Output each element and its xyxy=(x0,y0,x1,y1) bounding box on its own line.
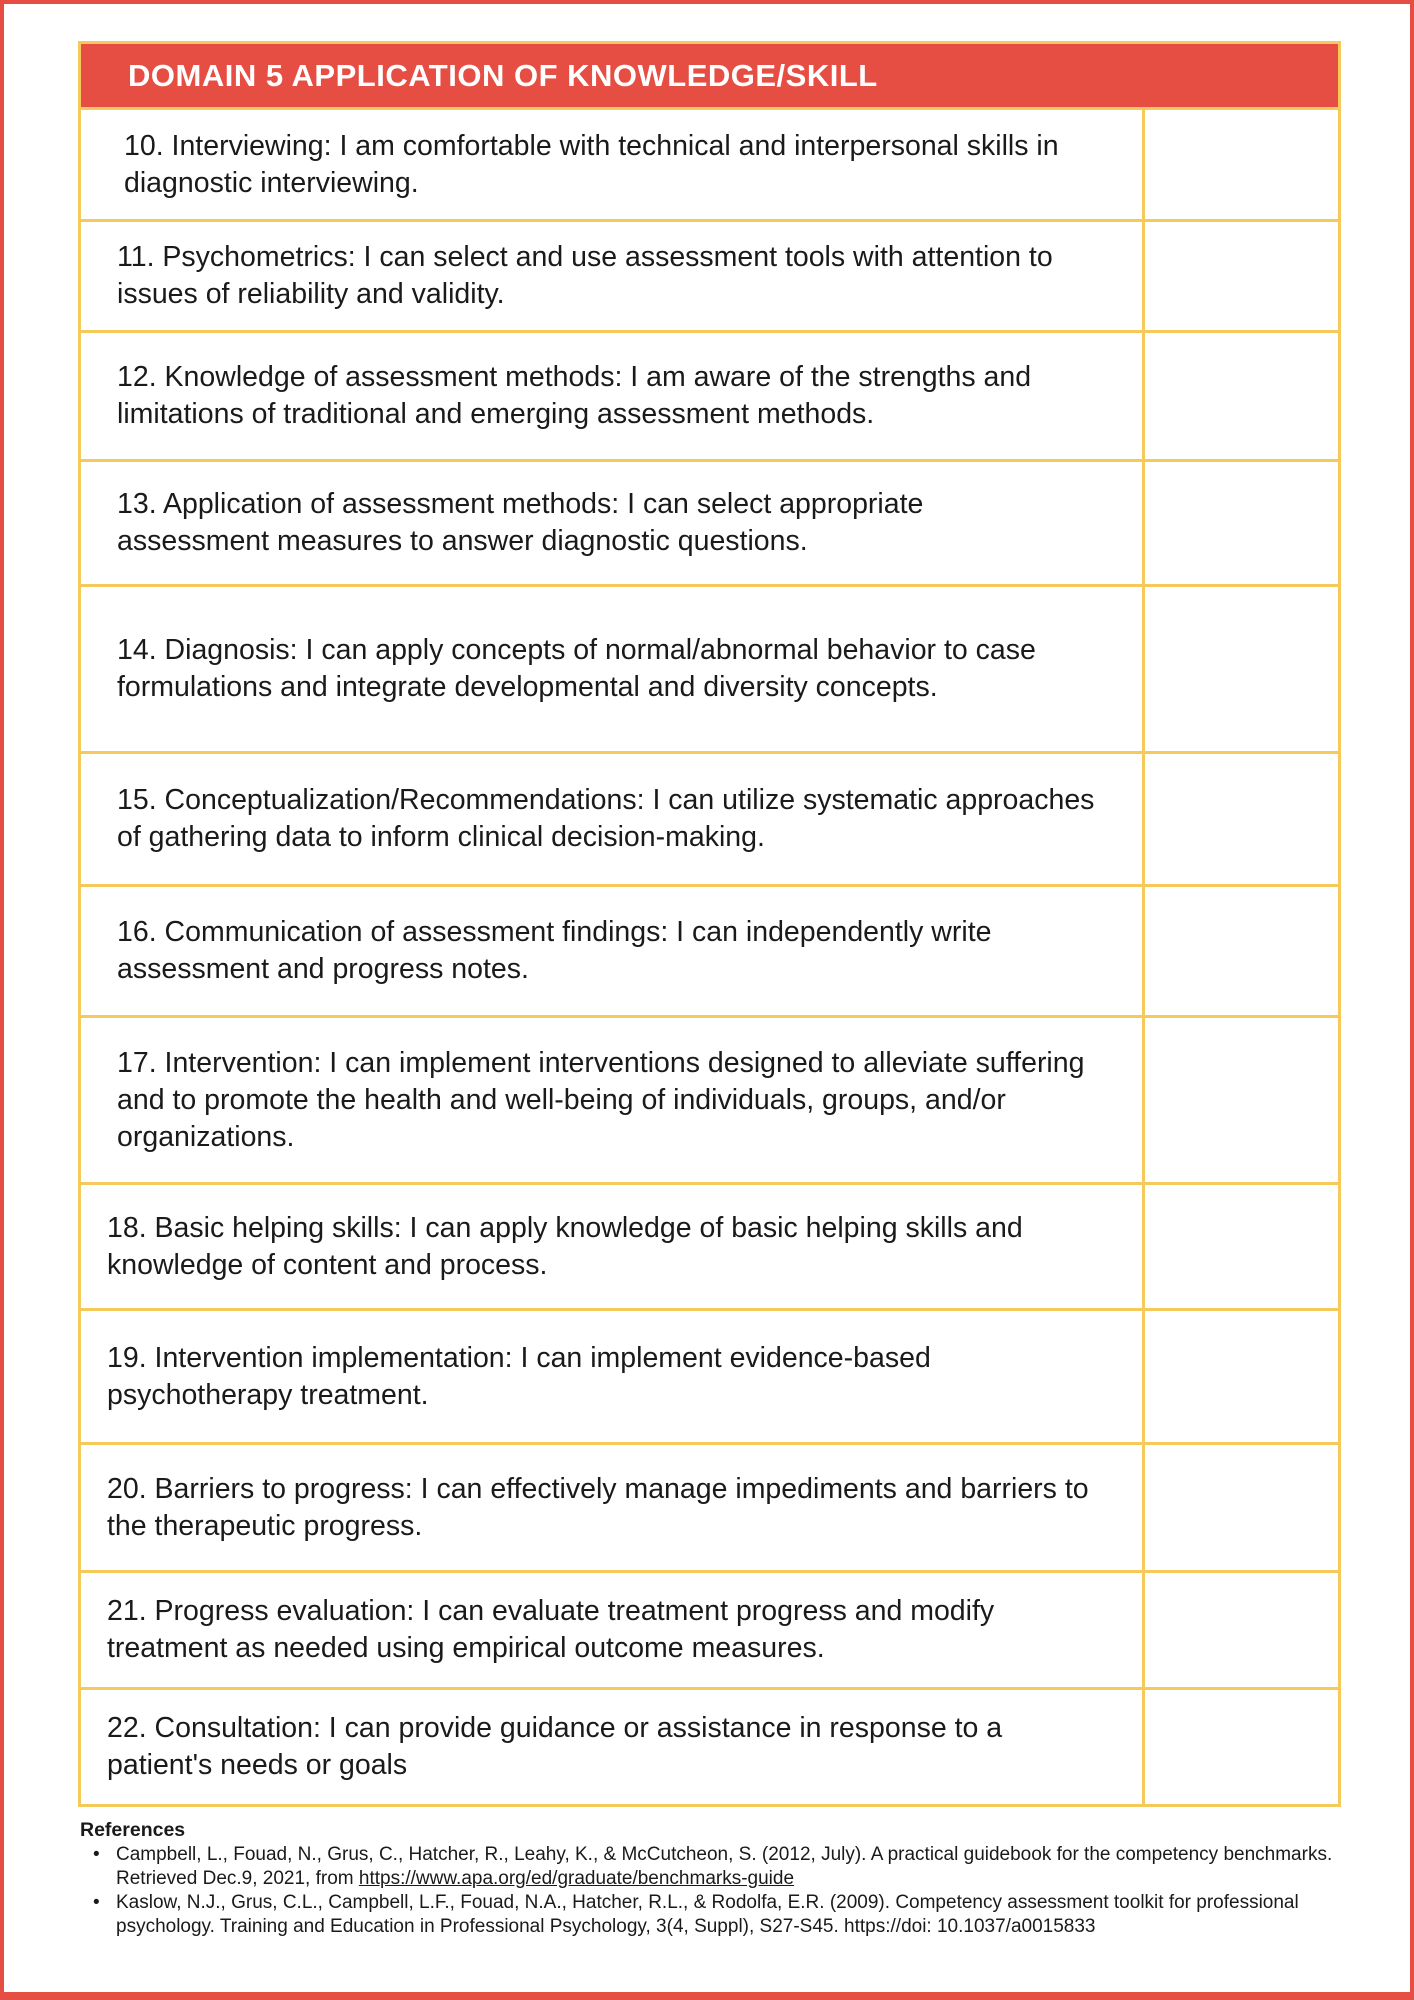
reference-text: Kaslow, N.J., Grus, C.L., Campbell, L.F., Fouad, N.A., Hatcher, R.L., & Rodolfa, E.R. (2009). Competency assessment toolkit for professional psychology. Training and Education in Professional Psychology, 3(4, Suppl), S27-S45. https://doi: 10.1037/a0015833 xyxy=(116,1892,1299,1937)
table-row xyxy=(81,333,1338,462)
rating-cell[interactable] xyxy=(1145,587,1338,751)
domain-header: DOMAIN 5 APPLICATION OF KNOWLEDGE/SKILL xyxy=(81,44,1338,110)
item-text: 22. Consultation: I can provide guidance or assistance in response to a patient's needs or goals xyxy=(81,1690,1145,1804)
table-row xyxy=(81,1311,1338,1445)
rating-cell[interactable] xyxy=(1145,222,1338,330)
rating-cell[interactable] xyxy=(1145,1311,1338,1442)
table-row xyxy=(81,110,1338,222)
table-row xyxy=(81,754,1338,887)
table-row xyxy=(81,222,1338,333)
rating-cell[interactable] xyxy=(1145,754,1338,884)
rating-cell[interactable] xyxy=(1145,1573,1338,1687)
competency-table xyxy=(78,41,1341,1807)
table-row xyxy=(81,1185,1338,1311)
bullet-icon: • xyxy=(93,1892,100,1913)
reference-text: Campbell, L., Fouad, N., Grus, C., Hatcher, R., Leahy, K., & McCutcheon, S. (2012, July). A practical guidebook for the competency benchmarks. Retrieved Dec.9, 2021, from xyxy=(116,1844,1333,1889)
bullet-icon: • xyxy=(93,1844,100,1865)
item-text: 16. Communication of assessment findings: I can independently write assessment and progress notes. xyxy=(81,887,1145,1015)
item-text: 17. Intervention: I can implement interventions designed to alleviate suffering and to promote the health and well-being of individuals, groups, and/or organizations. xyxy=(81,1018,1145,1182)
references-list xyxy=(80,1843,1340,1939)
item-text: 12. Knowledge of assessment methods: I am aware of the strengths and limitations of traditional and emerging assessment methods. xyxy=(81,333,1145,459)
item-text: 13. Application of assessment methods: I can select appropriate assessment measures to answer diagnostic questions. xyxy=(81,462,1145,584)
table-row xyxy=(81,587,1338,754)
table-row xyxy=(81,1445,1338,1573)
item-text: 10. Interviewing: I am comfortable with technical and interpersonal skills in diagnostic interviewing. xyxy=(81,110,1145,219)
rating-cell[interactable] xyxy=(1145,1018,1338,1182)
item-text: 21. Progress evaluation: I can evaluate treatment progress and modify treatment as needed using empirical outcome measures. xyxy=(81,1573,1145,1687)
table-row xyxy=(81,462,1338,587)
references-title: References xyxy=(80,1819,186,1841)
table-row xyxy=(81,1690,1338,1804)
rating-cell[interactable] xyxy=(1145,1185,1338,1308)
rating-cell[interactable] xyxy=(1145,333,1338,459)
item-text: 14. Diagnosis: I can apply concepts of normal/abnormal behavior to case formulations and integrate developmental and diversity concepts. xyxy=(81,587,1145,751)
references-section xyxy=(80,1818,1340,1939)
item-text: 15. Conceptualization/Recommendations: I can utilize systematic approaches of gathering data to inform clinical decision-making. xyxy=(81,754,1145,884)
reference-item xyxy=(93,1843,1340,1891)
item-text: 11. Psychometrics: I can select and use assessment tools with attention to issues of reliability and validity. xyxy=(81,222,1145,330)
item-text: 18. Basic helping skills: I can apply knowledge of basic helping skills and knowledge of content and process. xyxy=(81,1185,1145,1308)
reference-item xyxy=(93,1891,1340,1939)
item-text: 19. Intervention implementation: I can implement evidence-based psychotherapy treatment. xyxy=(81,1311,1145,1442)
rating-cell[interactable] xyxy=(1145,1690,1338,1804)
table-row xyxy=(81,1018,1338,1185)
table-row xyxy=(81,1573,1338,1690)
rating-cell[interactable] xyxy=(1145,462,1338,584)
rating-cell[interactable] xyxy=(1145,110,1338,219)
item-text: 20. Barriers to progress: I can effectively manage impediments and barriers to the therapeutic progress. xyxy=(81,1445,1145,1570)
rating-cell[interactable] xyxy=(1145,887,1338,1015)
rating-cell[interactable] xyxy=(1145,1445,1338,1570)
table-row xyxy=(81,887,1338,1018)
reference-link[interactable]: https://www.apa.org/ed/graduate/benchmarks-guide xyxy=(358,1868,795,1889)
